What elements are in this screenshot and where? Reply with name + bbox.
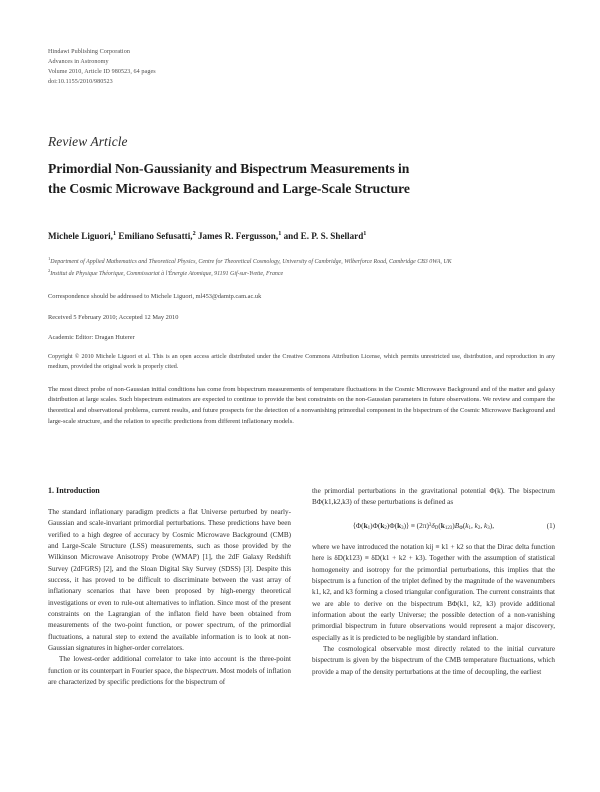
paragraph: where we have introduced the notation kij ≡ k1 + k2 so that the Dirac delta function here is δD(k123) ≡ δD(k1 + k2 + k3). Together with the assumption of statistical homogeneity and isotropy for the primordial perturbations, this implies that the bispectrum is a function of the triplet defined by the magnitude of the wavenumbers k1, k2, and k3 forming a closed triangular configuration. The current constraints that we are able to derive on the bispectrum BΦ(k1, k2, k3) provide additional information about the early Universe; the possible detection of a non-vanishing primordial bispectrum in future observations would represent a major discovery, especially as it is predicted to be negligible by standard inflation. (312, 542, 555, 642)
paragraph: The cosmological observable most directly related to the initial curvature bispectrum is given by the bispectrum of the CMB temperature fluctuations, which provide a map of the density perturbations at the time of decoupling, the earliest (312, 644, 555, 676)
author-affiliation-marker: 2 (192, 230, 196, 237)
doi-text: doi:10.1155/2010/980523 (48, 78, 113, 85)
correspondence-line: Correspondence should be addressed to Michele Liguori, ml453@damtp.cam.ac.uk (48, 293, 262, 301)
abstract-text: The most direct probe of non-Gaussian initial conditions has come from bispectrum measurements of temperature fluctuations in the Cosmic Microwave Background and of the matter and galaxy distribution at large scales. Such bispectrum estimators are expected to continue to provide the best constraints on the non-Gaussian parameters in future observations. We review and compare the theoretical and observational problems, current results, and future prospects for the detection of a nonvanishing primordial component in the bispectrum of the Cosmic Microwave Background and large-scale structure, and the relation to specific predictions from different inflationary models. (48, 385, 555, 425)
section-heading-introduction: 1. Introduction (48, 486, 100, 495)
affiliation-marker: 2 (48, 268, 51, 274)
body-columns (48, 486, 555, 688)
affiliation-text: Department of Applied Mathematics and Theoretical Physics, Centre for Theoretical Cosmology, University of Cambridge, Wilberforce Road, Cambridge CB3 0WA, UK (50, 259, 452, 266)
author-list (48, 230, 555, 241)
author-affiliation-marker: 1 (112, 230, 117, 237)
author-name: Emiliano Sefusatti, (116, 231, 193, 242)
title-line-2: the Cosmic Microwave Background and Large-Scale Structure (48, 181, 410, 197)
affiliation-marker: 1 (48, 256, 51, 262)
received-accepted-line: Received 5 February 2010; Accepted 12 May 2010 (48, 313, 179, 321)
journal-name: Advances in Astronomy (48, 58, 109, 65)
copyright-statement: Copyright © 2010 Michele Liguori et al. This is an open access article distributed under the Creative Commons Attribution License, which permits unrestricted use, distribution, and reproduction in any medium, provided the original work is properly cited. (48, 353, 555, 370)
equation-expression: $⟨\Phi(k_1)\Phi(k_2)\Phi(k_3)⟩ \equiv (2\pi)^3\delta_D(k_{123})B_\Phi(k_1$, $k_2$, $k_3$), (352, 520, 495, 531)
author-name: James R. Fergusson, (195, 231, 279, 242)
author-affiliation-marker: 1 (278, 230, 282, 237)
paragraph-text: . Most models of inflation are characterized by specific predictions for the bispectrum of (48, 666, 291, 686)
journal-masthead (48, 48, 555, 88)
affiliation-list (48, 255, 555, 279)
affiliation-item (48, 255, 555, 267)
affiliation-text: Institut de Physique Théorique, Commissariat à l'Énergie Atomique, 91191 Gif-sur-Yvette, France (50, 271, 284, 278)
title-line-1: Primordial Non-Gaussianity and Bispectrum Measurements in (48, 160, 410, 176)
author-name: Michele Liguori, (48, 231, 113, 242)
academic-editor-line: Academic Editor: Dragan Huterer (48, 333, 135, 341)
affiliation-item (48, 267, 555, 279)
right-column (312, 486, 555, 688)
author-name: and E. P. S. Shellard (281, 231, 364, 242)
page-title (48, 159, 555, 200)
paragraph-text: The lowest-order additional correlator to take into account is the three-point function or its counterpart in Fourier space, the (48, 655, 291, 675)
paragraph: The standard inflationary paradigm predicts a flat Universe perturbed by nearly-Gaussian and scale-invariant primordial perturbations. These predictions have been verified to a high degree of accuracy by Cosmic Microwave Background (CMB) and Large-Scale Structure (LSS) measurements, such as those provided by the Wilkinson Microwave Anisotropy Probe (WMAP) [1], the 2dF Galaxy Redshift Survey (2dFGRS) [2], and the Sloan Digital Sky Survey (SDSS) [3]. Despite this success, it has proved to be difficult to discriminate between the vast array of inflationary scenarios that have been proposed by high-energy theoretical investigations or even to rule-out alternatives to inflation. Since most of the present constraints on the Lagrangian of the inflaton field have been obtained from measurements of the two-point function, or power spectrum, of the primordial fluctuations, a natural step to extend the available information is to look at non-Gaussian signatures in higher-order correlators. (48, 508, 291, 652)
author-affiliation-marker: 1 (363, 230, 367, 237)
left-column (48, 486, 291, 688)
article-meta (48, 292, 555, 342)
equation-number: (1) (546, 521, 555, 530)
paragraph (48, 654, 291, 688)
volume-info: Volume 2010, Article ID 980523, 64 pages (48, 68, 156, 75)
publisher-name: Hindawi Publishing Corporation (48, 49, 130, 55)
emphasis-bispectrum: bispectrum (184, 666, 217, 675)
article-type-label: Review Article (48, 133, 128, 149)
equation-1 (312, 521, 555, 531)
paragraph: the primordial perturbations in the gravitational potential Φ(k). The bispectrum BΦ(k1,k2,k3) of these perturbations is defined as (312, 487, 555, 507)
